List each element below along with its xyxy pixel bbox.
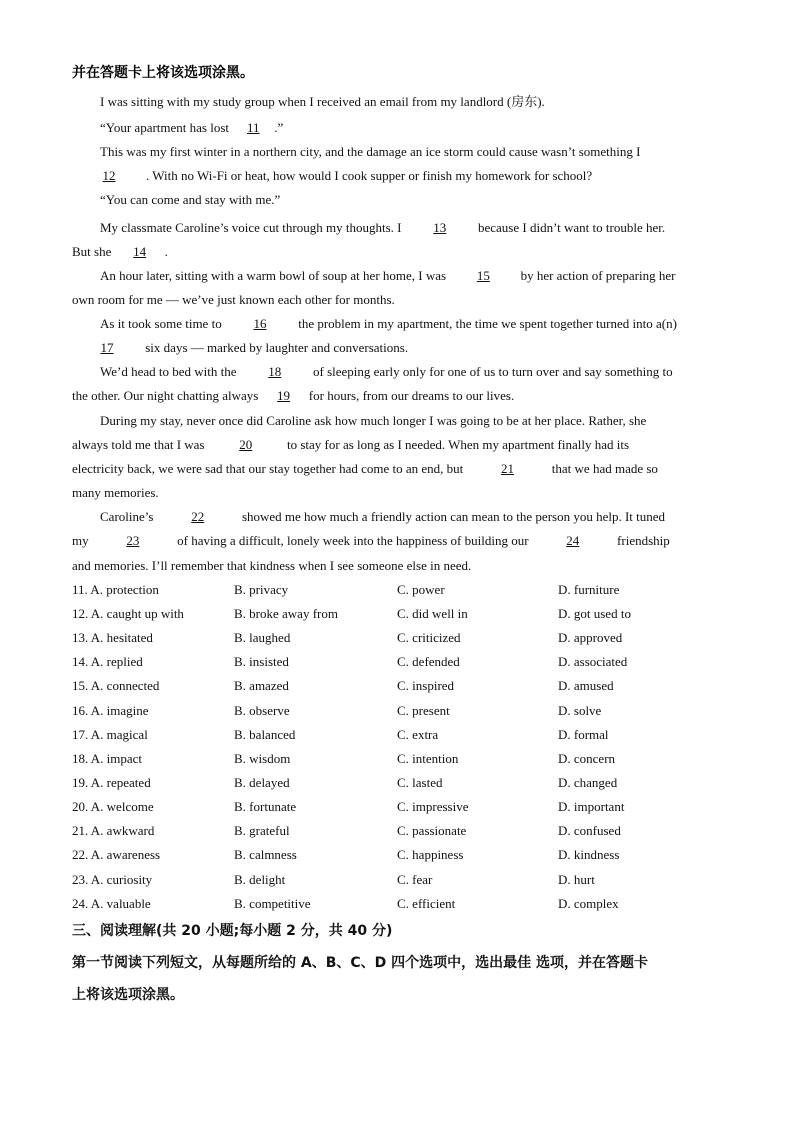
option-row [72,896,732,912]
blank-19: 19 [277,388,291,403]
passage-line: This was my first winter in a northern city, and the damage an ice storm could cause wasn’t something I [100,144,641,159]
option-d[interactable]: D. changed [558,775,618,790]
option-row [72,630,732,646]
blank-22: 22 [191,509,205,524]
blank-14: 14 [133,244,147,259]
option-b[interactable]: B. privacy [234,582,289,597]
option-a[interactable]: 22. A. awareness [72,847,161,862]
option-b[interactable]: B. wisdom [234,751,291,766]
option-b[interactable]: B. laughed [234,630,291,645]
passage-line: many memories. [72,485,159,500]
option-a[interactable]: 12. A. caught up with [72,606,184,621]
option-a[interactable]: 21. A. awkward [72,823,155,838]
blank-18: 18 [268,364,282,379]
option-b[interactable]: B. balanced [234,727,296,742]
option-a[interactable]: 23. A. curiosity [72,872,153,887]
blank-12: 12 [102,168,116,183]
passage-line: We’d head to bed with the 18 of sleeping early only for one of us to turn over and say something to [100,364,673,379]
option-row [72,582,732,598]
option-a[interactable]: 15. A. connected [72,678,160,693]
passage-line: I was sitting with my study group when I received an email from my landlord (房东). [100,94,545,109]
blank-24: 24 [566,533,580,548]
passage-line: electricity back, we were sad that our stay together had come to an end, but 21 that we had made so [72,461,658,476]
option-row [72,678,732,694]
option-row [72,823,732,839]
option-b[interactable]: B. fortunate [234,799,297,814]
option-row [72,847,732,863]
option-b[interactable]: B. calmness [234,847,297,862]
option-c[interactable]: C. intention [397,751,459,766]
section-title: 三、阅读理解(共 20 小题;每小题 2 分，共 40 分) [72,923,393,939]
option-d[interactable]: D. approved [558,630,623,645]
option-row [72,654,732,670]
blank-11: 11 [247,120,260,135]
section-instruction: 上将该选项涂黑。 [72,987,184,1003]
passage-line: 12 . With no Wi-Fi or heat, how would I cook supper or finish my homework for school? [72,168,592,184]
option-d[interactable]: D. kindness [558,847,620,862]
option-a[interactable]: 11. A. protection [72,582,159,597]
option-a[interactable]: 13. A. hesitated [72,630,153,645]
option-d[interactable]: D. confused [558,823,621,838]
option-b[interactable]: B. amazed [234,678,289,693]
passage-line: But she 14 . [72,244,168,259]
passage-line: own room for me — we’ve just known each other for months. [72,292,395,307]
option-b[interactable]: B. broke away from [234,606,338,621]
option-a[interactable]: 14. A. replied [72,654,143,669]
passage-line: the other. Our night chatting always 19 for hours, from our dreams to our lives. [72,388,515,403]
option-a[interactable]: 24. A. valuable [72,896,151,911]
header-instruction: 并在答题卡上将该选项涂黑。 [72,65,254,81]
option-c[interactable]: C. passionate [397,823,467,838]
option-c[interactable]: C. power [397,582,445,597]
option-b[interactable]: B. delayed [234,775,290,790]
blank-16: 16 [253,316,267,331]
option-row [72,606,732,622]
option-c[interactable]: C. impressive [397,799,469,814]
option-a[interactable]: 16. A. imagine [72,703,149,718]
option-d[interactable]: D. hurt [558,872,595,887]
option-a[interactable]: 19. A. repeated [72,775,151,790]
section-instruction: 第一节阅读下列短文，从每题所给的 A、B、C、D 四个选项中，选出最佳 选项，并在答题卡 [72,955,649,971]
option-c[interactable]: C. present [397,703,450,718]
blank-21: 21 [501,461,515,476]
option-d[interactable]: D. complex [558,896,619,911]
option-a[interactable]: 20. A. welcome [72,799,154,814]
option-c[interactable]: C. fear [397,872,433,887]
option-c[interactable]: C. inspired [397,678,455,693]
passage-line: 17 six days — marked by laughter and conversations. [72,340,408,356]
option-d[interactable]: D. solve [558,703,602,718]
option-c[interactable]: C. extra [397,727,439,742]
option-row [72,727,732,743]
passage-line: During my stay, never once did Caroline ask how much longer I was going to be at her place. Rather, she [100,413,647,428]
option-b[interactable]: B. competitive [234,896,311,911]
option-row [72,872,732,888]
option-d[interactable]: D. important [558,799,625,814]
passage-line: and memories. I’ll remember that kindness when I see someone else in need. [72,558,472,573]
blank-20: 20 [239,437,253,452]
option-c[interactable]: C. did well in [397,606,468,621]
option-row [72,775,732,791]
option-d[interactable]: D. associated [558,654,628,669]
option-c[interactable]: C. defended [397,654,460,669]
option-c[interactable]: C. happiness [397,847,464,862]
option-b[interactable]: B. insisted [234,654,289,669]
option-c[interactable]: C. criticized [397,630,461,645]
passage-line: always told me that I was 20 to stay for as long as I needed. When my apartment finally had its [72,437,629,452]
option-row [72,703,732,719]
blank-13: 13 [433,220,447,235]
passage-line: Caroline’s 22 showed me how much a friendly action can mean to the person you help. It tuned [100,509,666,524]
blank-23: 23 [126,533,140,548]
option-b[interactable]: B. grateful [234,823,290,838]
passage-line: My classmate Caroline’s voice cut through my thoughts. I 13 because I didn’t want to trouble her. [100,220,666,235]
passage-line: my 23 of having a difficult, lonely week into the happiness of building our 24 friendship [72,533,670,548]
option-c[interactable]: C. efficient [397,896,456,911]
option-b[interactable]: B. observe [234,703,290,718]
option-b[interactable]: B. delight [234,872,286,887]
option-a[interactable]: 18. A. impact [72,751,143,766]
option-c[interactable]: C. lasted [397,775,443,790]
blank-15: 15 [476,268,490,283]
option-d[interactable]: D. formal [558,727,609,742]
option-d[interactable]: D. concern [558,751,616,766]
option-d[interactable]: D. furniture [558,582,620,597]
option-row [72,751,732,767]
option-row [72,799,732,815]
passage-line: An hour later, sitting with a warm bowl of soup at her home, I was 15 by her action of preparing her [100,268,676,283]
option-a[interactable]: 17. A. magical [72,727,148,742]
passage-line: “You can come and stay with me.” [100,192,281,207]
option-d[interactable]: D. got used to [558,606,631,621]
option-d[interactable]: D. amused [558,678,614,693]
blank-17: 17 [100,340,114,355]
passage-line: “Your apartment has lost 11 .” [100,120,284,135]
passage-line: As it took some time to 16 the problem in my apartment, the time we spent together turned into a(n) [100,316,677,331]
